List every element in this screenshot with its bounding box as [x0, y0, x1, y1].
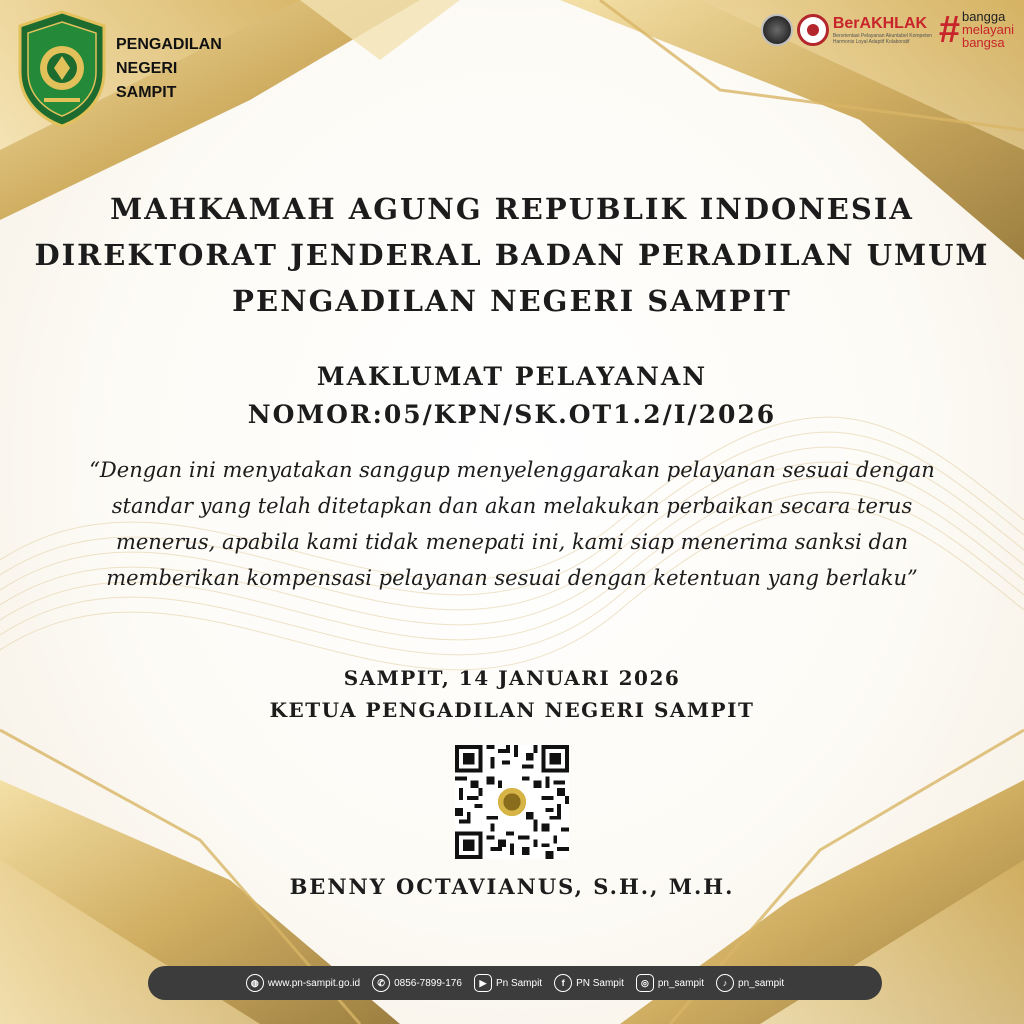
footer-youtube-text: Pn Sampit — [495, 977, 543, 989]
tiktok-icon: ♪ — [716, 974, 734, 992]
footer-facebook[interactable] — [554, 974, 624, 992]
place-date: SAMPIT, 14 JANUARI 2026 — [343, 666, 681, 690]
footer-website[interactable] — [246, 974, 360, 992]
footer-tiktok-text: pn_sampit — [738, 977, 785, 989]
institution-line-2: DIREKTORAT JENDERAL BADAN PERADILAN UMUM — [34, 238, 990, 272]
footer-contact-bar — [148, 966, 882, 1000]
document-title: MAKLUMAT PELAYANAN — [316, 362, 708, 391]
qr-code — [455, 745, 569, 859]
berakhlak-subtitle: Berorientasi Pelayanan Akuntabel Kompeten Harmonis Loyal Adaptif Kolaboratif — [832, 32, 933, 45]
top-right-badges — [761, 10, 1014, 49]
document-title-block — [0, 358, 1024, 434]
footer-whatsapp[interactable] — [372, 974, 462, 992]
court-emblem-icon — [16, 10, 108, 128]
court-name-line-1: PENGADILAN — [116, 36, 222, 53]
court-logo-block — [16, 10, 222, 128]
berakhlak-title: BerAKHLAK — [832, 14, 928, 32]
facebook-icon: f — [554, 974, 572, 992]
footer-instagram-text: pn_sampit — [657, 977, 705, 989]
signer-name: BENNY OCTAVIANUS, S.H., M.H. — [289, 874, 735, 899]
footer-facebook-text: PN Sampit — [576, 977, 624, 989]
berakhlak-seal-icon — [797, 14, 829, 46]
signature-info — [0, 662, 1024, 726]
document-number: NOMOR:05/KPN/SK.OT1.2/I/2026 — [247, 400, 777, 429]
instagram-icon: ◎ — [636, 974, 654, 992]
tagline-word-1: bangga — [961, 9, 1006, 24]
tagline-word-2: melayani — [961, 22, 1014, 37]
agency-seal-icon — [761, 14, 793, 46]
service-statement: “Dengan ini menyatakan sanggup menyelenggarakan pelayanan sesuai dengan standar yang telah ditetapkan dan akan melakukan perbaikan secara terus menerus, apabila kami tidak menepati ini, kami siap menerima sanksi dan memberikan kompensasi pelayanan sesuai dengan ketentuan yang berlaku” — [89, 458, 935, 590]
signer-title: KETUA PENGADILAN NEGERI SAMPIT — [269, 698, 755, 722]
footer-youtube[interactable] — [474, 974, 542, 992]
tagline-word-3: bangsa — [961, 35, 1005, 50]
footer-whatsapp-text: 0856-7899-176 — [394, 977, 462, 989]
berakhlak-logo — [833, 15, 933, 45]
bangga-melayani-bangsa-logo — [962, 10, 1014, 49]
court-name-text — [116, 33, 222, 105]
globe-icon: ◍ — [246, 974, 264, 992]
court-name-line-3: SAMPIT — [116, 84, 177, 101]
institution-line-1: MAHKAMAH AGUNG REPUBLIK INDONESIA — [110, 192, 914, 226]
institution-line-3: PENGADILAN NEGERI SAMPIT — [232, 284, 792, 318]
hashtag-icon: # — [938, 8, 960, 51]
institution-heading — [0, 186, 1024, 324]
court-name-line-2: NEGERI — [116, 60, 178, 77]
footer-instagram[interactable] — [636, 974, 704, 992]
footer-website-text: www.pn-sampit.go.id — [267, 977, 361, 989]
footer-tiktok[interactable] — [716, 974, 784, 992]
whatsapp-icon: ✆ — [372, 974, 390, 992]
youtube-icon: ▶ — [474, 974, 492, 992]
